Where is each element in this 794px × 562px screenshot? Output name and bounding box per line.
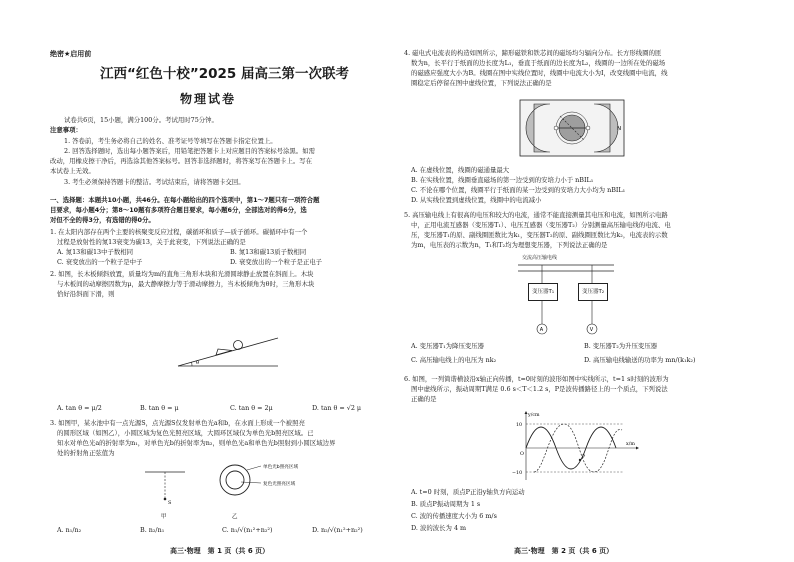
q1-stem: 1. 在太阳内部存在两个主要的核聚变反应过程，碳循环和质子—质子循环。碳循环中有一个 (50, 228, 308, 236)
q2-option-a: A. tan θ = μ/2 (57, 404, 102, 412)
page-1 (50, 0, 390, 562)
q5-option-b: B. 变压器T₂为升压变压器 (584, 342, 658, 350)
q5-stem: 5. 高压输电线上有很高的电压和较大的电流，通常不能直接测量其电压和电流，如图所示电路 (404, 211, 668, 219)
q4-stem: 4. 磁电式电流表的构造如图所示，蹄形磁铁和铁芯间的磁场均匀辐向分布。长方形线圈的匝 (404, 49, 662, 57)
q1-stem: 过程是放射性的氮13衰变为碳13，关于此衰变，下列说法正确的是 (57, 238, 246, 246)
q6-y-tick: −10 (512, 471, 523, 476)
q4-north-label: N (617, 126, 622, 132)
q4-option-d: D. 从实线位置到虚线位置，线圈中的电流减小 (411, 196, 542, 204)
exam-subtitle: 物理试卷 (180, 92, 237, 106)
q6-point-p: P (582, 455, 586, 460)
q2-option-c: C. tan θ = 2μ (230, 404, 273, 412)
q6-option-c: C. 波的传播速度大小为 6 m/s (411, 512, 497, 520)
section-heading: 对但不全的得3分，有选错的得0分。 (50, 216, 155, 224)
q6-stem: 正确的是 (411, 395, 437, 403)
q4-stem: 的磁感应强度大小为B。线圈在图中实线位置时，线圈中电流大小为I，改变线圈中电流，线 (411, 69, 668, 77)
q6-stem: 图中虚线所示，振动周期T满足 0.6 s＜T＜1.2 s，P是波传播路径上的一个质点，下列说法 (411, 385, 668, 393)
q3-figure (145, 462, 335, 522)
q1-option-b: B. 氮13和碳13质子数相同 (230, 248, 307, 256)
q4-stem: 圈稳定后停留在图中虚线位置，下列说法正确的是 (411, 79, 552, 87)
q5-option-c: C. 高压输电线上的电压为 nk₂ (411, 356, 497, 364)
q3-stem: 知水对单色光a的折射率为n₁，对单色光b的折射率为n₂，则单色光a和单色光b照射到小圆区域边界 (57, 439, 336, 447)
page-2 (404, 0, 754, 562)
q3-option-b: B. n₂/n₁ (140, 526, 165, 534)
q3-option-c: C. n₁/√(n₁²+n₂²) (222, 526, 273, 534)
q4-option-a: A. 在虚线位置，线圈的磁通量最大 (411, 166, 510, 174)
note-line: 3. 考生必须保持答题卡的整洁。考试结束后，请将答题卡交回。 (64, 178, 245, 186)
q6-option-b: B. 质点P振动周期为 1 s (411, 500, 481, 508)
secret-label: 绝密★启用前 (50, 50, 92, 58)
notes-title: 注意事项： (50, 126, 82, 134)
q6-x-label: x/m (626, 442, 635, 447)
q5-stem: 为m，电压表的示数为n，T₁和T₂均为理想变压器，下列说法正确的是 (411, 241, 608, 249)
q3-legend-ab: 复色光照亮区域 (263, 482, 296, 487)
q6-y-tick: 10 (516, 423, 523, 428)
q2-stem: 与木板间的动摩擦因数为μ，最大静摩擦力等于滑动摩擦力，当木板倾角为θ时，三角形木块 (57, 280, 315, 288)
q5-option-d: D. 高压输电线输送的功率为 mn/(k₁k₂) (584, 356, 696, 364)
note-line: 改动，用橡皮擦干净后，再选涂其他答案标号。回答非选择题时，将答案写在答题卡上。写在 (50, 157, 313, 165)
q6-stem: 6. 如图，一列简谐横波沿x轴正向传播，t=0时刻的波形如图中实线所示，t=1 s时刻的波形为 (404, 375, 669, 383)
transformer-t2-box: 变压器T₂ (578, 283, 608, 301)
q3-fig-b-label: 乙 (232, 514, 238, 520)
q1-option-a: A. 氮13和碳13中子数相同 (57, 248, 134, 256)
q3-legend-b: 单色光b照亮区域 (263, 465, 299, 470)
q2-incline-figure (178, 330, 288, 370)
q1-option-d: D. 衰变放出的一个粒子是正电子 (230, 258, 323, 266)
q3-stem: 处的折射角正弦值为 (57, 449, 115, 457)
q3-stem: 的圆形区域（如图乙），小圆区域为复色光照亮区域，大圆环区域仅为单色光b照亮区域。已 (57, 429, 314, 437)
note-line: 1. 答卷前，考生务必将自己的姓名、准考证号等填写在答题卡指定位置上。 (64, 137, 277, 145)
q4-option-c: C. 不论在哪个位置，线圈平行于纸面的某一边受到的安培力大小均为 nBIL₁ (411, 186, 626, 194)
q4-stem: 数为n，长平行于纸面的边长度为L₁，垂直于纸面的边长度为L₂，线圈的一边所在处的磁场 (411, 59, 666, 67)
q3-option-d: D. n₂/√(n₁²+n₂²) (312, 526, 363, 534)
q6-origin: O (520, 452, 524, 457)
q3-stem: 3. 如图甲，某水池中有一点光源S，点光源S仅发射单色光a和b，在水面上形成一个被照亮 (50, 419, 305, 427)
q2-stem: 恰好沿斜面下滑，则 (57, 290, 115, 298)
q2-angle-label: θ (196, 360, 200, 366)
q5-stem: 压，变压器T₁的原、副线圈匝数比为k₁，变压器T₂的原、副线圈匝数比为k₂，电流表的示数 (411, 231, 668, 239)
q3-fig-a-label: 甲 (161, 514, 167, 520)
q2-option-b: B. tan θ = μ (140, 404, 179, 412)
q5-line-label: 交流高压输电线 (522, 255, 558, 261)
q6-wave-graph (514, 410, 644, 484)
q6-option-a: A. t=0 时刻，质点P正沿y轴负方向运动 (411, 488, 525, 496)
transformer-t1-box: 变压器T₁ (528, 283, 558, 301)
note-line: 本试卷上无效。 (50, 167, 95, 175)
voltmeter-icon: V (589, 327, 594, 333)
q1-option-c: C. 衰变放出的一个粒子是中子 (57, 258, 143, 266)
q5-stem: 中，正用电流互感器（变压器T₁）、电压互感器（变压器T₂）分别测量高压输电线的电流、电 (411, 221, 671, 229)
q3-source-label: S (168, 500, 172, 506)
note-line: 2. 回答选择题时，选出每小题答案后，用铅笔把答题卡上对应题目的答案标号涂黑。如需 (64, 147, 315, 155)
page-footer-right: 高三·物理 第 2 页（共 6 页） (514, 547, 614, 555)
q5-option-a: A. 变压器T₁为降压变压器 (411, 342, 485, 350)
q4-galvanometer-figure (520, 100, 630, 162)
section-heading: 目要求，每小题4分；第8～10题有多项符合题目要求，每小题6分，全部选对的得6分，选 (50, 206, 307, 214)
q5-transformer-figure (514, 254, 624, 338)
q6-y-label: y/cm (528, 413, 540, 418)
q4-option-b: B. 在实线位置，线圈垂直磁场的第一边受到的安培力小于 nBIL₁ (411, 176, 594, 184)
section-heading: 一、选择题：本题共10小题，共46分。在每小题给出的四个选项中，第1～7题只有一项符合题 (50, 196, 320, 204)
q6-option-d: D. 波的波长为 4 m (411, 524, 467, 532)
page-footer-left: 高三·物理 第 1 页（共 6 页） (170, 547, 270, 555)
ammeter-icon: A (539, 327, 544, 333)
q2-option-d: D. tan θ = √2 μ (312, 404, 362, 412)
q2-stem: 2. 如图，长木板倾斜放置，质量均为m的直角三角形木块和光滑圆球静止放置在斜面上。木块 (50, 270, 314, 278)
exam-info: 试卷共6页，15小题，满分100分。考试用时75分钟。 (64, 116, 218, 124)
exam-title: 江西“红色十校”2025 届高三第一次联考 (100, 66, 350, 82)
q3-option-a: A. n₁/n₂ (57, 526, 82, 534)
